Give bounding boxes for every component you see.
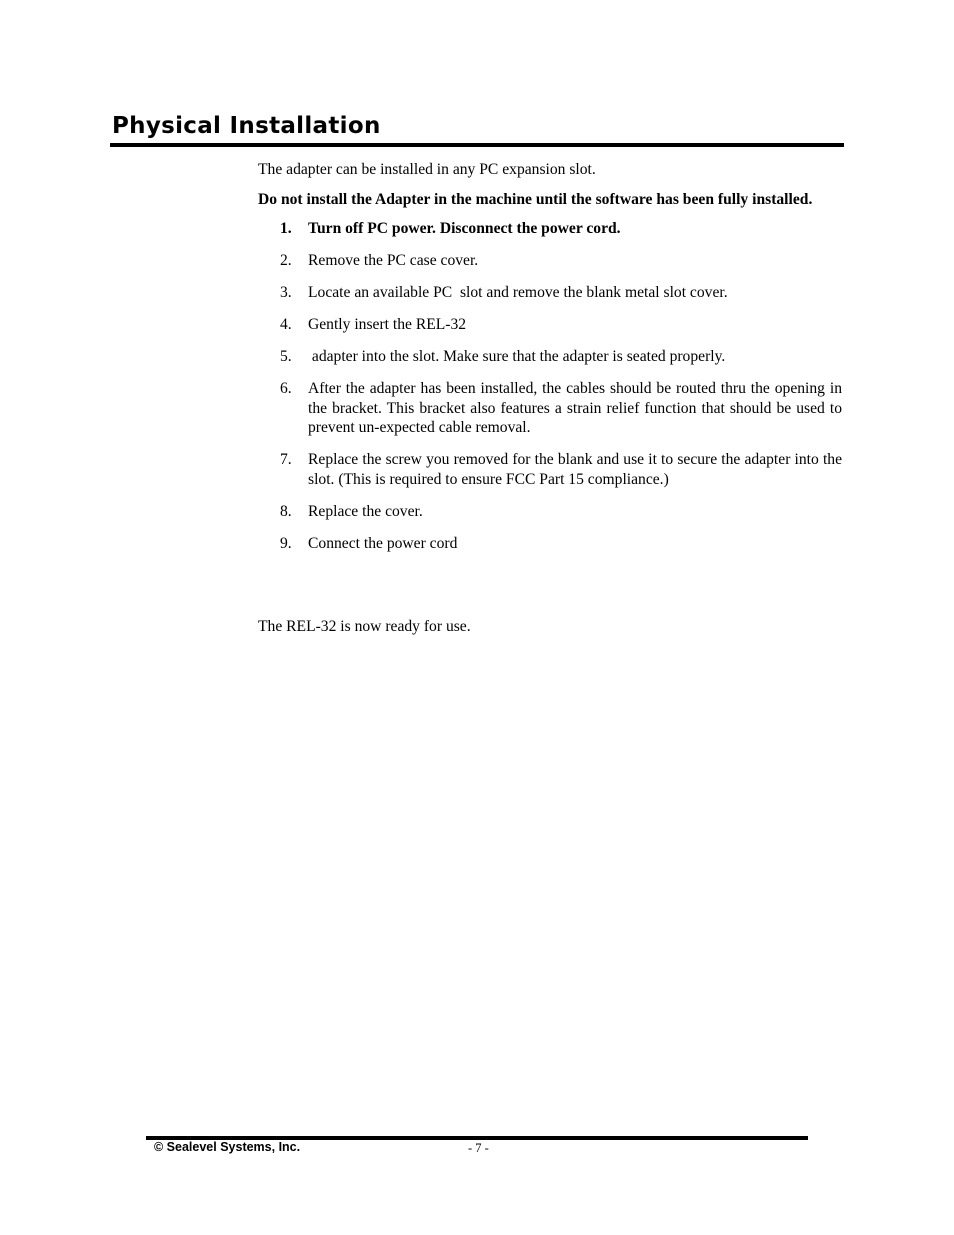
step-number: 6. <box>280 380 292 397</box>
step-number: 8. <box>280 502 292 520</box>
step-number: 5. <box>280 348 292 365</box>
step-item <box>258 251 842 271</box>
step-text: Locate an available PC slot and remove the blank metal slot cover. <box>308 284 728 301</box>
step-item <box>258 283 842 303</box>
step-item <box>258 315 842 335</box>
installation-steps <box>258 219 842 553</box>
step-item <box>258 219 842 239</box>
step-number: 2. <box>280 252 292 269</box>
step-text: After the adapter has been installed, the cables should be routed thru the opening in the bracket. This bracket also features a strain relief function that should be used to prevent un-expected cable removal. <box>308 380 842 436</box>
intro-paragraph: The adapter can be installed in any PC expansion slot. <box>258 161 596 178</box>
step-text: Gently insert the REL-32 <box>308 316 467 333</box>
step-text: Remove the PC case cover. <box>308 252 479 269</box>
step-number: 7. <box>280 451 292 468</box>
step-number: 4. <box>280 316 292 333</box>
step-item <box>258 379 842 438</box>
step-number: 3. <box>280 284 292 301</box>
warning-paragraph: Do not install the Adapter in the machine until the software has been fully installed. <box>258 190 813 208</box>
title-rule <box>110 143 844 147</box>
page-number: - 7 - <box>468 1141 489 1155</box>
closing-paragraph: The REL-32 is now ready for use. <box>258 618 471 635</box>
footer-copyright: © Sealevel Systems, Inc. <box>154 1140 301 1154</box>
step-number: 9. <box>280 534 292 552</box>
step-item <box>258 534 842 554</box>
section-title: Physical Installation <box>112 113 381 139</box>
step-item <box>258 347 842 367</box>
step-text: Turn off PC power. Disconnect the power cord. <box>308 220 621 237</box>
step-text: Connect the power cord <box>308 534 458 552</box>
step-text: Replace the screw you removed for the blank and use it to secure the adapter into the slot. (This is required to ensure FCC Part 15 compliance.) <box>308 451 842 488</box>
body-content <box>258 160 842 566</box>
step-text: Replace the cover. <box>308 502 423 520</box>
step-item <box>258 502 842 522</box>
step-number: 1. <box>280 220 292 237</box>
step-item <box>258 450 842 489</box>
step-text: adapter into the slot. Make sure that the adapter is seated properly. <box>308 348 726 365</box>
